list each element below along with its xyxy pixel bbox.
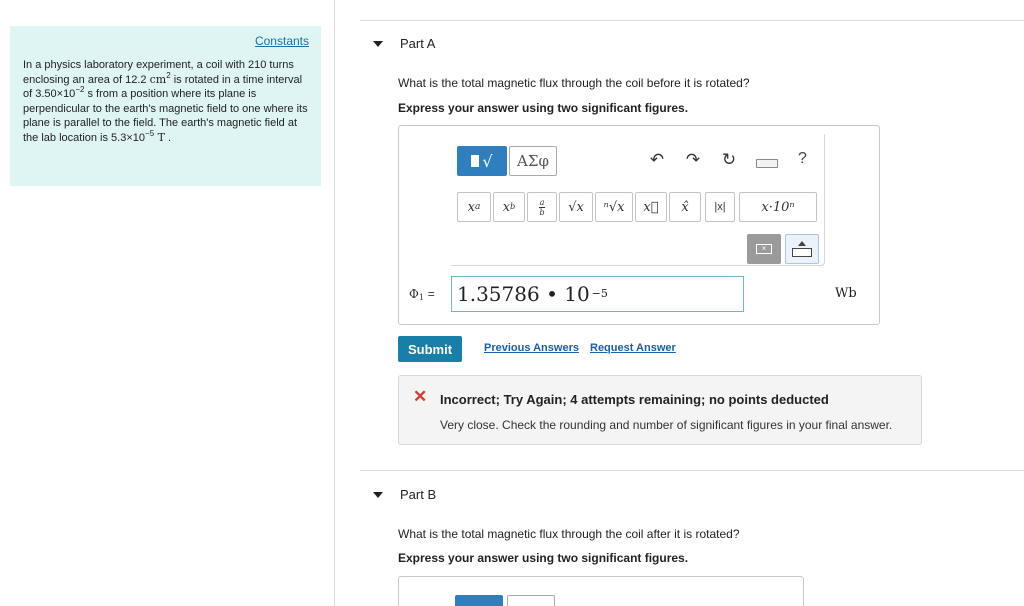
feedback-title: Incorrect; Try Again; 4 attempts remaining; no points deducted	[440, 392, 829, 407]
area-unit: cm	[149, 72, 167, 86]
answer-mantissa: 1.35786 • 10	[457, 282, 590, 306]
problem-text-2: is rotated in a time interval of 3.50×10	[23, 73, 303, 100]
absolute-value-button[interactable]: |x|	[705, 192, 735, 222]
answer-unit: Wb	[835, 286, 857, 301]
part-b-toolbar	[455, 595, 565, 606]
part-b-question: What is the total magnetic flux through the coil after it is rotated?	[398, 527, 740, 541]
part-b-instruction: Express your answer using two significant figures.	[398, 551, 689, 565]
constants-link[interactable]: Constants	[254, 34, 309, 48]
field-unit: T	[154, 130, 165, 144]
part-b-title: Part B	[400, 487, 437, 502]
answer-editor	[398, 125, 880, 325]
problem-statement	[23, 58, 313, 145]
part-a-spacer	[360, 63, 1024, 65]
part-a-header[interactable]	[373, 36, 435, 51]
collapse-caret-icon[interactable]	[373, 492, 383, 498]
time-exponent: −2	[75, 85, 85, 94]
nth-root-button[interactable]: ⁿ√x	[595, 192, 633, 222]
part-b-header[interactable]	[373, 487, 436, 502]
vector-button[interactable]: x⃗	[635, 192, 667, 222]
part-a-question: What is the total magnetic flux through the coil before it is rotated?	[398, 76, 750, 90]
answer-input[interactable]: 1.35786 • 10 −5	[451, 276, 744, 312]
fraction-button[interactable]: a b	[527, 192, 557, 222]
templates-button[interactable]	[455, 595, 503, 606]
undo-icon[interactable]: ↶	[649, 150, 665, 169]
keyboard-shortcuts-icon[interactable]	[756, 159, 778, 168]
feedback-message: Very close. Check the rounding and number of significant figures in your final answer.	[440, 418, 893, 432]
part-b-divider	[360, 470, 1024, 471]
part-a-divider	[360, 20, 1024, 21]
constants-panel	[0, 0, 335, 606]
power-button[interactable]: x a	[457, 192, 491, 222]
keyboard-toggle-button[interactable]	[785, 234, 819, 264]
feedback-box	[398, 375, 922, 445]
constants-box	[10, 26, 321, 186]
templates-button[interactable]	[457, 146, 507, 176]
greek-symbols-button[interactable]: ΑΣφ	[509, 146, 557, 176]
incorrect-x-icon: ✕	[413, 387, 428, 406]
problem-text-3: s from a position where its plane is perpendicular to the earth's magnetic field to one where its plane is parallel to the field. The earth's magnetic field at the lab location is 5.3×10	[23, 88, 308, 144]
subscript-button[interactable]: x b	[493, 192, 525, 222]
answer-variable-label: $\Phi_1$ =	[409, 287, 435, 302]
problem-text-4: .	[164, 131, 172, 144]
backspace-icon: ×	[756, 244, 772, 254]
part-b-answer-editor	[398, 576, 804, 606]
sqrt-template-icon: √	[482, 151, 493, 171]
collapse-caret-icon[interactable]	[373, 41, 383, 47]
area-exponent: 2	[166, 70, 171, 80]
expand-up-icon	[798, 241, 806, 246]
request-answer-link[interactable]: Request Answer	[590, 342, 676, 354]
symbol-row	[451, 192, 825, 222]
greek-symbols-button[interactable]	[507, 595, 555, 606]
sqrt-button[interactable]: √x	[559, 192, 593, 222]
template-square-icon	[471, 155, 479, 167]
delete-button[interactable]	[747, 234, 781, 264]
part-a-title: Part A	[400, 36, 436, 51]
submit-button[interactable]: Submit	[398, 336, 462, 362]
problem-text-1: In a physics laboratory experiment, a coil with 210 turns enclosing an area of 12.2	[23, 59, 294, 86]
redo-icon[interactable]: ↷	[685, 150, 701, 169]
part-a-instruction: Express your answer using two significant figures.	[398, 101, 689, 115]
keyboard-icon	[792, 248, 812, 257]
help-button[interactable]: ?	[798, 150, 807, 167]
previous-answers-link[interactable]: Previous Answers	[484, 342, 579, 354]
scientific-notation-button[interactable]: x·10ⁿ	[739, 192, 817, 222]
unit-vector-button[interactable]: x̂	[669, 192, 701, 222]
field-exponent: −5	[145, 128, 155, 138]
reset-icon[interactable]: ↻	[721, 150, 737, 169]
math-toolbar	[451, 134, 825, 266]
